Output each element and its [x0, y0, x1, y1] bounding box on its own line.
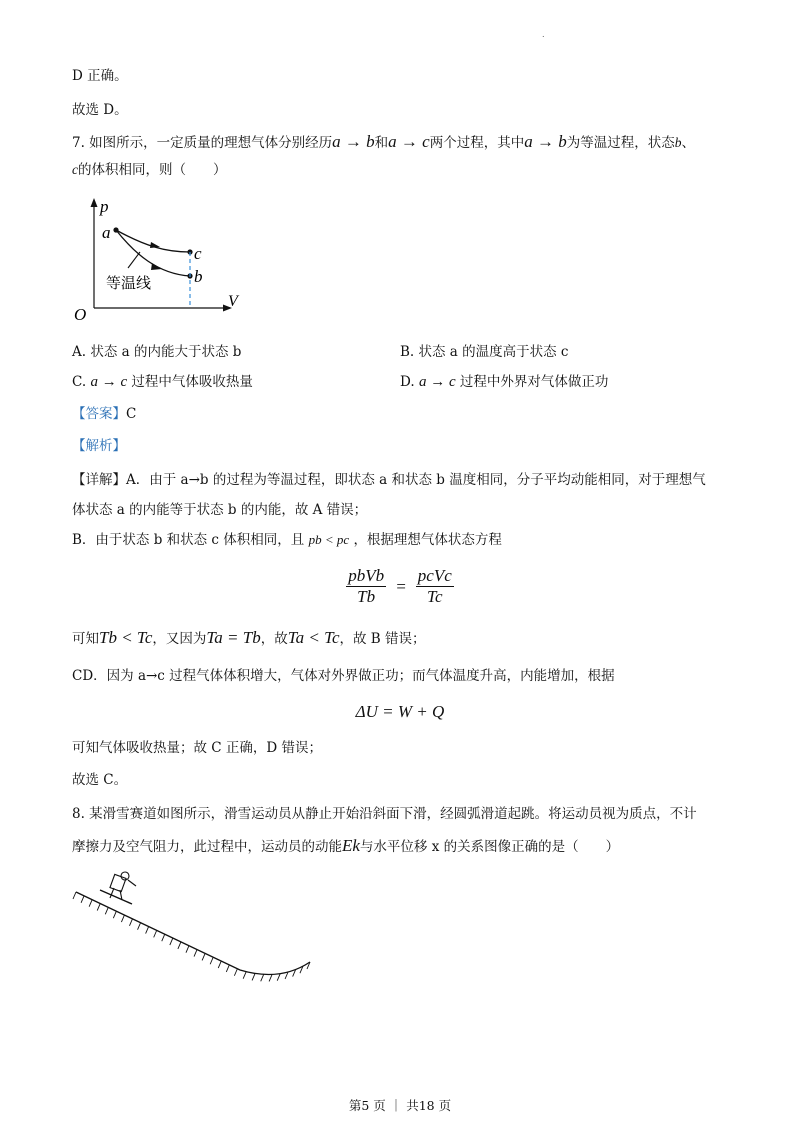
detail-line-2: 体状态 a 的内能等于状态 b 的内能，故 A 错误； [72, 502, 368, 518]
hatch-mark [154, 930, 157, 937]
hatch-mark [121, 915, 124, 922]
hatch-marks [73, 892, 310, 981]
hatch-mark [113, 911, 116, 918]
curve-a-c [116, 230, 190, 252]
label-c: c [194, 244, 202, 263]
hatch-mark [269, 974, 272, 981]
arrow-a-c [150, 242, 160, 248]
label-o: O [74, 305, 87, 322]
hatch-mark [277, 974, 280, 981]
skier-icon [100, 872, 136, 904]
q8-stem-line2: 摩擦力及空气阻力，此过程中，运动员的动能Ek与水平位移 x 的关系图像正确的是（ ） [72, 836, 620, 855]
hatch-mark [138, 923, 141, 930]
hatch-mark [89, 900, 92, 907]
label-isotherm: 等温线 [106, 274, 152, 292]
point-a [113, 227, 118, 232]
option-b[interactable]: B. 状态 a 的温度高于状态 c [400, 344, 569, 360]
choose-c: 故选 C。 [72, 772, 128, 788]
hatch-mark [105, 907, 108, 914]
d-correct: D 正确。 [72, 68, 128, 84]
answer: 【答案】C [72, 406, 137, 422]
hatch-mark [186, 946, 189, 953]
hatch-mark [129, 919, 132, 926]
option-c[interactable]: C. a → c 过程中气体吸收热量 [72, 374, 253, 390]
ski-slope-diagram [70, 870, 320, 990]
hatch-mark [81, 896, 84, 903]
detail-line-cd: CD．因为 a→c 过程气体体积增大，气体对外界做正功；而气体温度升高，内能增加，根据 [72, 668, 615, 684]
hatch-mark [202, 953, 205, 960]
hatch-mark [234, 969, 237, 976]
page-footer: 第5 页 ｜ 共18 页 [348, 1098, 452, 1113]
hatch-mark [178, 942, 181, 949]
pv-diagram [70, 196, 250, 322]
detail-line-1: 【详解】A．由于 a→b 的过程为等温过程，即状态 a 和状态 b 温度相同，分子平均动能相同，对于理想气 [72, 472, 706, 488]
q7-stem-line1: 7. 如图所示，一定质量的理想气体分别经历a → b和a → c两个过程，其中a → b为等温过程，状态b、 [72, 132, 695, 151]
hatch-mark [97, 904, 100, 911]
state-equation: $\frac{\text{pbVb}}{Tb}$ = $\frac{\text{pcVc}}{Tc}$ [348, 566, 452, 606]
q8-stem-line1: 8. 某滑雪赛道如图所示，滑雪运动员从静止开始沿斜面下滑，经圆弧滑道起跳。将运动员视为质点，不计 [72, 806, 697, 822]
analysis-label: 【解析】 [72, 438, 126, 454]
option-d[interactable]: D. a → c 过程中外界对气体做正功 [400, 374, 609, 390]
slope-surface [76, 892, 310, 975]
q7-stem-line2: c的体积相同，则（ ） [72, 162, 227, 178]
hatch-mark [162, 934, 165, 941]
label-p: p [100, 197, 109, 216]
top-mark: . [542, 30, 545, 39]
hatch-mark [252, 973, 255, 980]
hatch-mark [226, 965, 229, 972]
first-law-equation: ΔU = W + Q [355, 702, 445, 721]
hatch-mark [170, 938, 173, 945]
label-v: V [228, 293, 238, 310]
arrow-a-b [151, 263, 162, 270]
hatch-mark [210, 957, 213, 964]
p-axis-arrow [91, 198, 98, 207]
detail-line-b: B．由于状态 b 和状态 c 体积相同，且 pb < pc ，根据理想气体状态方程 [72, 532, 502, 548]
cd-conclusion: 可知气体吸收热量；故 C 正确，D 错误； [72, 740, 323, 756]
hatch-mark [261, 974, 264, 981]
detail-line-t: 可知Tb < Tc，又因为Ta = Tb，故Ta < Tc，故 B 错误； [72, 628, 426, 647]
option-a[interactable]: A. 状态 a 的内能大于状态 b [72, 344, 242, 360]
isotherm-pointer [128, 252, 140, 268]
choose-d: 故选 D。 [72, 102, 128, 118]
hatch-mark [194, 950, 197, 957]
label-a: a [102, 223, 111, 242]
label-b: b [194, 267, 203, 286]
hatch-mark [73, 892, 76, 899]
hatch-mark [218, 961, 221, 968]
hatch-mark [146, 927, 149, 934]
hatch-mark [243, 972, 246, 979]
